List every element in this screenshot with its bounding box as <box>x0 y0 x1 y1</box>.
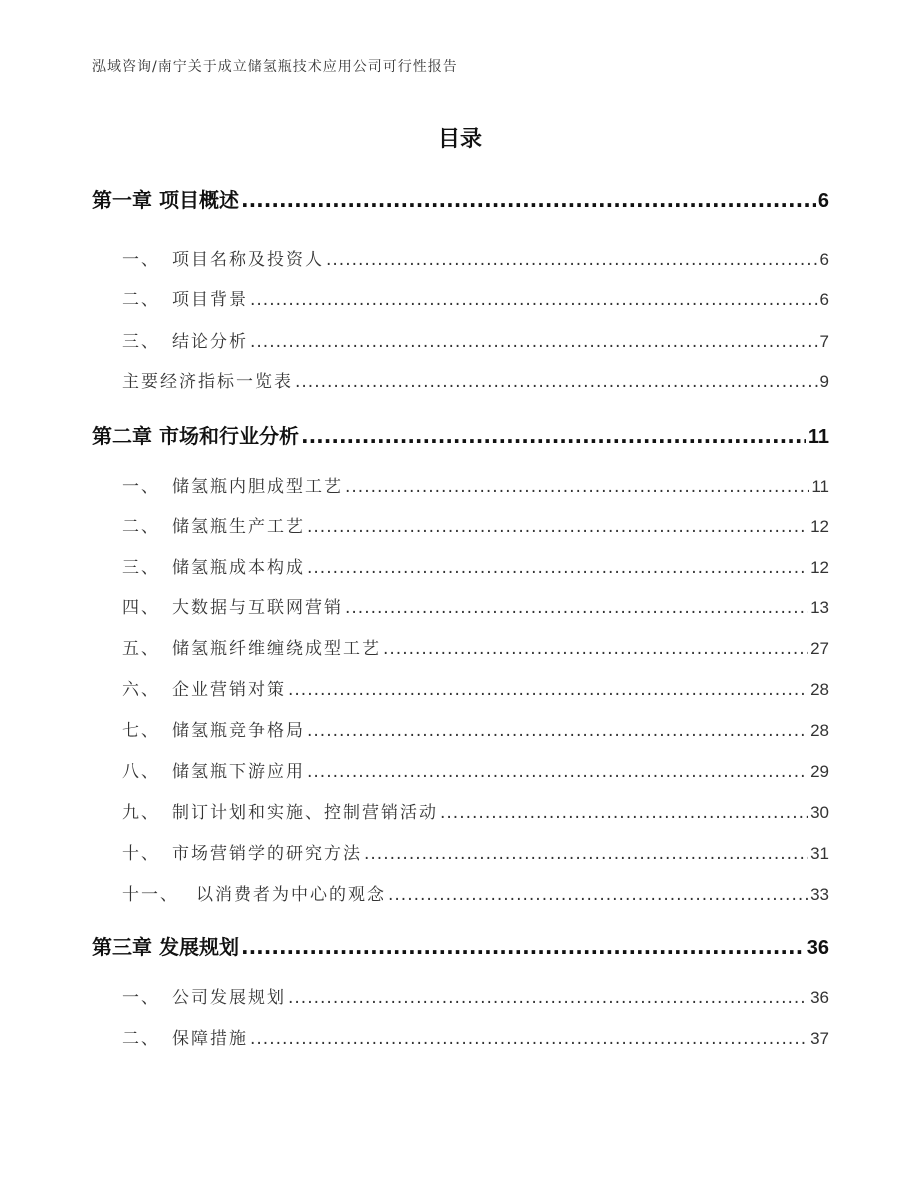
dot-leader <box>307 762 808 782</box>
page-number: 29 <box>810 762 829 781</box>
section-number: 十、 <box>122 844 160 864</box>
section-title: 市场营销学的研究方法 <box>172 844 362 864</box>
section-title: 储氢瓶竞争格局 <box>172 721 305 741</box>
toc-chapter-entry[interactable] <box>92 184 829 210</box>
toc-section-entry[interactable] <box>122 512 829 538</box>
section-title: 储氢瓶成本构成 <box>172 558 305 578</box>
dot-leader <box>295 372 818 392</box>
section-title: 储氢瓶生产工艺 <box>172 517 305 537</box>
toc-section-entry[interactable] <box>122 472 829 498</box>
page-number: 30 <box>810 803 829 822</box>
dot-leader <box>345 477 809 497</box>
section-title: 企业营销对策 <box>172 680 286 700</box>
page-header: 泓域咨询/南宁关于成立储氢瓶技术应用公司可行性报告 <box>92 59 458 75</box>
toc-section-entry[interactable] <box>122 716 829 742</box>
page-number: 12 <box>810 517 829 536</box>
section-number: 一、 <box>122 477 160 497</box>
section-number: 二、 <box>122 517 160 537</box>
page-number: 11 <box>807 426 829 448</box>
section-number: 五、 <box>122 639 160 659</box>
section-title: 项目背景 <box>172 290 248 310</box>
page-number: 9 <box>819 372 829 391</box>
section-number: 八、 <box>122 762 160 782</box>
page-number: 28 <box>810 721 829 740</box>
toc-chapter-entry[interactable] <box>92 931 829 957</box>
section-title: 保障措施 <box>172 1029 248 1049</box>
toc-section-entry[interactable] <box>122 634 829 660</box>
page-number: 36 <box>806 937 829 959</box>
page-number: 11 <box>811 477 829 496</box>
toc-section-entry[interactable] <box>122 367 829 393</box>
section-title: 制订计划和实施、控制营销活动 <box>172 803 438 823</box>
section-number: 二、 <box>122 1029 160 1049</box>
dot-leader <box>250 332 818 352</box>
dot-leader <box>250 1029 808 1049</box>
page-number: 37 <box>810 1029 829 1048</box>
section-number: 九、 <box>122 803 160 823</box>
section-title: 公司发展规划 <box>172 988 286 1008</box>
section-title: 储氢瓶纤维缠绕成型工艺 <box>172 639 381 659</box>
page-number: 27 <box>810 639 829 658</box>
dot-leader <box>345 598 808 618</box>
dot-leader <box>288 988 808 1008</box>
page-number: 33 <box>810 885 829 904</box>
toc-section-entry[interactable] <box>122 327 829 353</box>
toc-section-entry[interactable] <box>122 1024 829 1050</box>
toc-section-entry[interactable] <box>122 593 829 619</box>
section-number: 一、 <box>122 988 160 1008</box>
toc-section-entry[interactable] <box>122 285 829 311</box>
section-number: 一、 <box>122 250 160 270</box>
section-number: 四、 <box>122 598 160 618</box>
toc-section-entry[interactable] <box>122 757 829 783</box>
page-number: 13 <box>810 598 829 617</box>
dot-leader <box>326 250 818 270</box>
dot-leader <box>301 424 806 448</box>
toc-section-entry[interactable] <box>122 553 829 579</box>
chapter-title: 第二章 市场和行业分析 <box>92 424 299 448</box>
section-title: 大数据与互联网营销 <box>172 598 343 618</box>
page-number: 36 <box>810 988 829 1007</box>
page-number: 6 <box>819 250 829 269</box>
dot-leader <box>288 680 808 700</box>
dot-leader <box>388 885 808 905</box>
chapter-title: 第三章 发展规划 <box>92 935 239 959</box>
section-number: 七、 <box>122 721 160 741</box>
section-title: 以消费者为中心的观念 <box>196 885 386 905</box>
section-title: 储氢瓶内胆成型工艺 <box>172 477 343 497</box>
dot-leader <box>307 721 808 741</box>
section-number: 三、 <box>122 558 160 578</box>
section-title: 项目名称及投资人 <box>172 250 324 270</box>
dot-leader <box>440 803 808 823</box>
dot-leader <box>241 188 816 212</box>
toc-title: 目录 <box>437 127 482 152</box>
section-title: 储氢瓶下游应用 <box>172 762 305 782</box>
toc-section-entry[interactable] <box>122 839 829 865</box>
dot-leader <box>250 290 818 310</box>
section-title: 结论分析 <box>172 332 248 352</box>
dot-leader <box>241 935 805 959</box>
chapter-title: 第一章 项目概述 <box>92 188 239 212</box>
dot-leader <box>364 844 808 864</box>
toc-section-entry[interactable] <box>122 983 829 1009</box>
toc-section-entry[interactable] <box>122 798 829 824</box>
section-number: 三、 <box>122 332 160 352</box>
page-number: 6 <box>817 190 829 212</box>
section-number: 六、 <box>122 680 160 700</box>
toc-chapter-entry[interactable] <box>92 420 829 446</box>
page-number: 31 <box>810 844 829 863</box>
dot-leader <box>307 558 808 578</box>
page-number: 6 <box>819 290 829 309</box>
page-number: 28 <box>810 680 829 699</box>
dot-leader <box>383 639 808 659</box>
section-number: 十一、 <box>122 885 179 905</box>
section-number: 二、 <box>122 290 160 310</box>
page-number: 7 <box>819 332 829 351</box>
toc-section-entry[interactable] <box>122 675 829 701</box>
dot-leader <box>307 517 808 537</box>
toc-section-entry[interactable] <box>122 245 829 271</box>
section-title: 主要经济指标一览表 <box>122 372 293 392</box>
toc-section-entry[interactable] <box>122 880 829 906</box>
page-number: 12 <box>810 558 829 577</box>
